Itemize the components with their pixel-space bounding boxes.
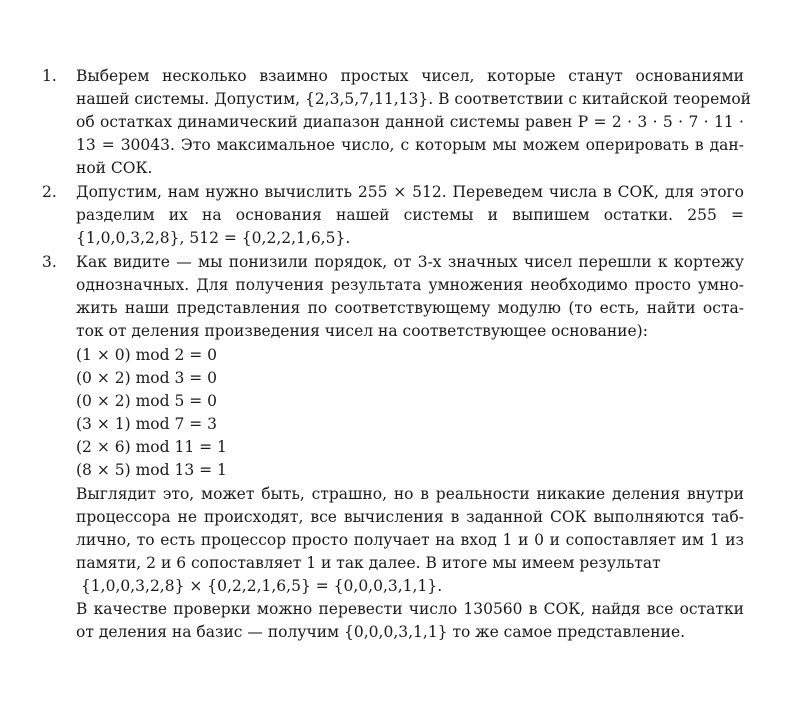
list-item-number: 2. (42, 183, 57, 201)
text-line: нашей системы. Допустим, {2,3,5,7,11,13}. В соответствии с китайской теоремой (76, 90, 751, 108)
text-line: {1,0,0,3,2,8}, 512 = {0,2,2,1,6,5}. (76, 229, 351, 247)
text-line: однозначных. Для получения результата умножения необходимо просто умно- (76, 276, 744, 294)
text-line: ной СОК. (76, 159, 153, 177)
equation-line: (3 × 1) mod 7 = 3 (76, 415, 218, 433)
text-line: об остатках динамический диапазон данной системы равен P = 2 · 3 · 5 · 7 · 11 · (76, 113, 744, 131)
equation-line: {1,0,0,3,2,8} × {0,2,2,1,6,5} = {0,0,0,3,1,1}. (76, 577, 443, 595)
text-line: Выберем несколько взаимно простых чисел, которые станут основаниями (76, 67, 744, 85)
text-line: 13 = 30043. Это максимальное число, с которым мы можем оперировать в дан- (76, 136, 744, 154)
text-line: памяти, 2 и 6 сопоставляет 1 и так далее. В итоге мы имеем результат (76, 554, 661, 572)
text-line: Выглядит это, может быть, страшно, но в реальности никакие деления внутри (76, 485, 744, 503)
equation-line: (8 × 5) mod 13 = 1 (76, 461, 227, 479)
text-line: лично, то есть процессор просто получает на вход 1 и 0 и сопоставляет им 1 из (76, 531, 744, 549)
text-line: ток от деления произведения чисел на соответствующее основание): (76, 322, 648, 340)
equation-line: (2 × 6) mod 11 = 1 (76, 438, 227, 456)
text-line: от деления на базис — получим {0,0,0,3,1,1} то же самое представление. (76, 623, 686, 641)
equation-line: (1 × 0) mod 2 = 0 (76, 346, 218, 364)
text-line: жить наши представления по соответствующему модулю (то есть, найти оста- (76, 299, 744, 317)
text-line: В качестве проверки можно перевести число 130560 в СОК, найдя все остатки (76, 600, 744, 618)
equation-line: (0 × 2) mod 3 = 0 (76, 369, 218, 387)
equation-line: (0 × 2) mod 5 = 0 (76, 392, 218, 410)
text-line: процессора не происходят, все вычисления в заданной СОК выполняются таб- (76, 508, 744, 526)
text-line: разделим их на основания нашей системы и выпишем остатки. 255 = (76, 206, 744, 224)
list-item-number: 3. (42, 253, 57, 271)
list-item-number: 1. (42, 67, 57, 85)
text-line: Как видите — мы понизили порядок, от 3-х значных чисел перешли к кортежу (76, 253, 744, 271)
text-line: Допустим, нам нужно вычислить 255 × 512. Переведем числа в СОК, для этого (76, 183, 744, 201)
